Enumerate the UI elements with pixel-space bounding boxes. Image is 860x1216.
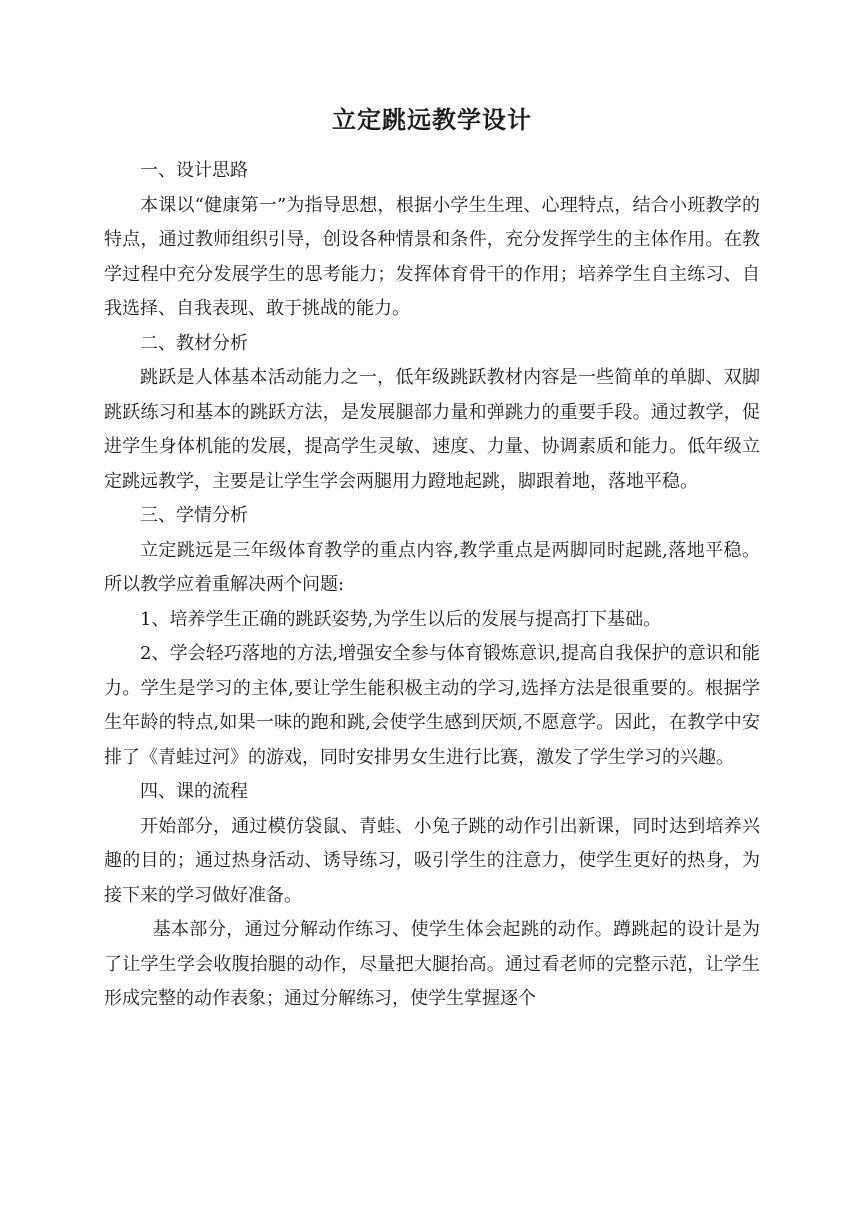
- section-heading-student-analysis: 三、学情分析: [140, 505, 248, 526]
- section-heading-material-analysis: 二、教材分析: [140, 332, 248, 354]
- section-heading-design-idea: 一、设计思路: [140, 160, 248, 181]
- section-heading-lesson-flow: 四、课的流程: [140, 781, 248, 802]
- paragraph-basic-part: 基本部分，通过分解动作练习、使学生体会起跳的动作。蹲跳起的设计是为了让学生学会收腹抬腿的动作，尽量把大腿抬高。通过看老师的完整示范，让学生形成完整的动作表象；通过分解练习，使学生掌握逐个: [104, 919, 760, 1009]
- document-page: [104, 100, 760, 1017]
- paragraph-student-analysis: 立定跳远是三年级体育教学的重点内容,教学重点是两脚同时起跳,落地平稳。所以教学应着重解决两个问题:: [104, 539, 760, 595]
- list-item-posture: 1、培养学生正确的跳跃姿势,为学生以后的发展与提高打下基础。: [140, 608, 662, 630]
- document-title: 立定跳远教学设计: [332, 105, 532, 134]
- paragraph-design-idea: 本课以“健康第一”为指导思想，根据小学生生理、心理特点，结合小班教学的特点，通过教师组织引导，创设各种情景和条件，充分发挥学生的主体作用。在教学过程中充分发展学生的思考能力；发挥体育骨干的作用；培养学生自主练习、自我选择、自我表现、敢于挑战的能力。: [104, 194, 760, 319]
- paragraph-opening-part: 开始部分，通过模仿袋鼠、青蛙、小兔子跳的动作引出新课，同时达到培养兴趣的目的；通过热身活动、诱导练习，吸引学生的注意力，使学生更好的热身，为接下来的学习做好准备。: [104, 815, 760, 906]
- list-item-landing: 2、学会轻巧落地的方法,增强安全参与体育锻炼意识,提高自我保护的意识和能力。学生是学习的主体,要让学生能积极主动的学习,选择方法是很重要的。根据学生年龄的特点,如果一味的跑和跳,会使学生感到厌烦,不愿意学。因此，在教学中安排了《青蛙过河》的游戏，同时安排男女生进行比赛，激发了学生学习的兴趣。: [104, 643, 760, 768]
- paragraph-material-analysis: 跳跃是人体基本活动能力之一，低年级跳跃教材内容是一些简单的单脚、双脚跳跃练习和基本的跳跃方法，是发展腿部力量和弹跳力的重要手段。通过教学，促进学生身体机能的发展，提高学生灵敏、速度、力量、协调素质和能力。低年级立定跳远教学，主要是让学生学会两腿用力蹬地起跳，脚跟着地，落地平稳。: [104, 367, 760, 492]
